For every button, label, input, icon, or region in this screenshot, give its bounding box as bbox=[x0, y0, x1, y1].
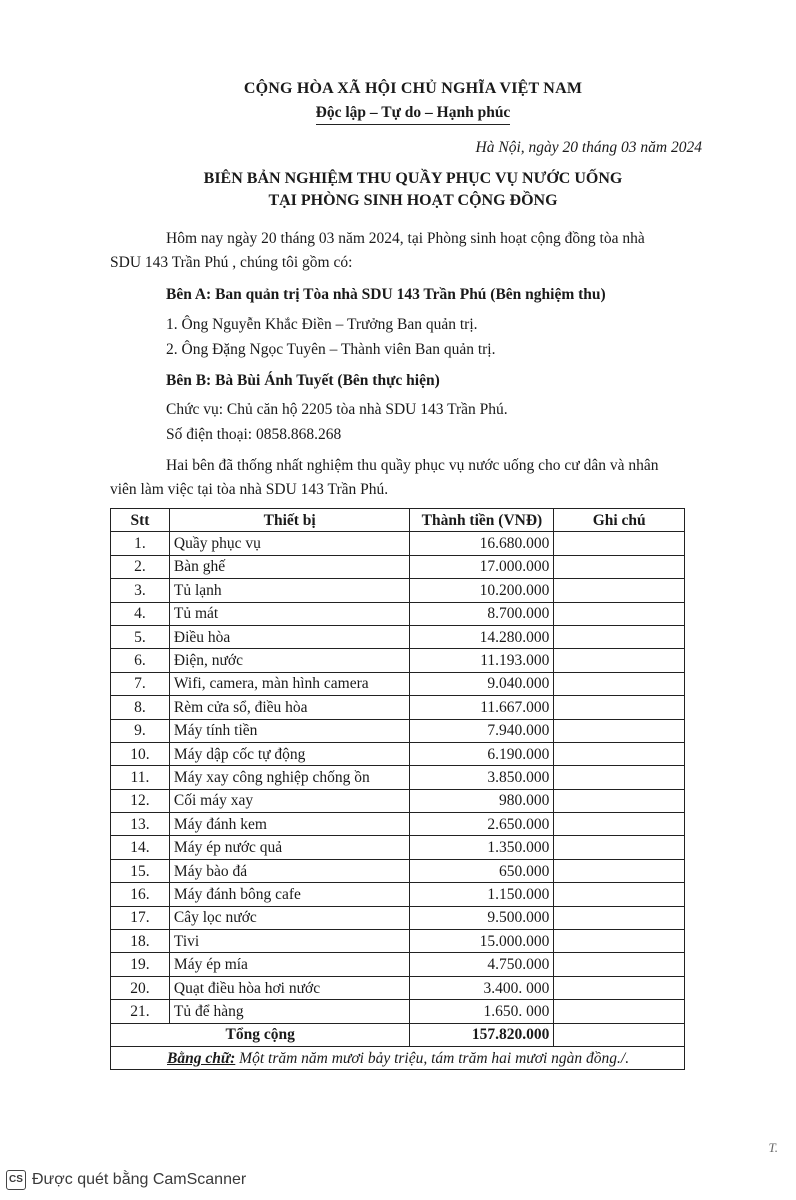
row-note bbox=[554, 859, 685, 882]
row-note bbox=[554, 789, 685, 812]
row-stt: 19. bbox=[111, 953, 170, 976]
row-note bbox=[554, 930, 685, 953]
words-row bbox=[111, 1046, 685, 1069]
row-stt: 15. bbox=[111, 859, 170, 882]
table-row bbox=[111, 602, 685, 625]
table-row bbox=[111, 579, 685, 602]
row-note bbox=[554, 953, 685, 976]
agreement-line1: Hai bên đã thống nhất nghiệm thu quầy phục vụ nước uống cho cư dân và nhân bbox=[166, 457, 659, 474]
row-note bbox=[554, 532, 685, 555]
total-value: 157.820.000 bbox=[410, 1023, 554, 1046]
row-note bbox=[554, 579, 685, 602]
agreement-line2: viên làm việc tại tòa nhà SDU 143 Trần Phú. bbox=[110, 481, 389, 498]
words-text: Một trăm năm mươi bảy triệu, tám trăm hai mươi ngàn đồng./. bbox=[235, 1049, 630, 1067]
row-device: Cây lọc nước bbox=[169, 906, 410, 929]
row-device: Wifi, camera, màn hình camera bbox=[169, 672, 410, 695]
table-row bbox=[111, 836, 685, 859]
row-stt: 4. bbox=[111, 602, 170, 625]
party-a-heading: Bên A: Ban quản trị Tòa nhà SDU 143 Trần Phú (Bên nghiệm thu) bbox=[166, 286, 606, 303]
row-note bbox=[554, 649, 685, 672]
row-stt: 20. bbox=[111, 976, 170, 999]
table-row bbox=[111, 906, 685, 929]
row-device: Tủ mát bbox=[169, 602, 410, 625]
row-stt: 9. bbox=[111, 719, 170, 742]
row-amount: 15.000.000 bbox=[410, 930, 554, 953]
row-note bbox=[554, 976, 685, 999]
row-stt: 3. bbox=[111, 579, 170, 602]
party-a-member: 1. Ông Nguyễn Khắc Điền – Trưởng Ban quản trị. bbox=[166, 316, 478, 333]
table-row bbox=[111, 719, 685, 742]
row-device: Máy ép nước quả bbox=[169, 836, 410, 859]
row-amount: 9.040.000 bbox=[410, 672, 554, 695]
equipment-table bbox=[110, 508, 685, 1070]
row-stt: 11. bbox=[111, 766, 170, 789]
row-device: Rèm cửa sổ, điều hòa bbox=[169, 696, 410, 719]
document-title-line2: TẠI PHÒNG SINH HOẠT CỘNG ĐỒNG bbox=[268, 192, 558, 209]
row-device: Máy bào đá bbox=[169, 859, 410, 882]
row-note bbox=[554, 836, 685, 859]
row-note bbox=[554, 742, 685, 765]
table-row bbox=[111, 555, 685, 578]
party-b-phone: Số điện thoại: 0858.868.268 bbox=[166, 426, 342, 443]
row-note bbox=[554, 672, 685, 695]
row-amount: 6.190.000 bbox=[410, 742, 554, 765]
table-row bbox=[111, 696, 685, 719]
row-device: Điều hòa bbox=[169, 625, 410, 648]
row-amount: 16.680.000 bbox=[410, 532, 554, 555]
table-row bbox=[111, 789, 685, 812]
row-note bbox=[554, 1000, 685, 1023]
total-label: Tổng cộng bbox=[111, 1023, 410, 1046]
amount-in-words bbox=[111, 1046, 685, 1069]
motto-text: Độc lập – Tự do – Hạnh phúc bbox=[316, 104, 511, 125]
table-row bbox=[111, 813, 685, 836]
intro-line1: Hôm nay ngày 20 tháng 03 năm 2024, tại Phòng sinh hoạt cộng đồng tòa nhà bbox=[166, 230, 645, 247]
row-device: Cối máy xay bbox=[169, 789, 410, 812]
words-label: Bằng chữ: bbox=[167, 1049, 236, 1067]
row-note bbox=[554, 906, 685, 929]
row-device: Quạt điều hòa hơi nước bbox=[169, 976, 410, 999]
row-device: Tủ lạnh bbox=[169, 579, 410, 602]
intro-line2: SDU 143 Trần Phú , chúng tôi gồm có: bbox=[110, 254, 353, 271]
row-device: Máy ép mía bbox=[169, 953, 410, 976]
row-stt: 7. bbox=[111, 672, 170, 695]
row-note bbox=[554, 883, 685, 906]
row-amount: 3.850.000 bbox=[410, 766, 554, 789]
row-amount: 1.650. 000 bbox=[410, 1000, 554, 1023]
table-row bbox=[111, 1000, 685, 1023]
row-note bbox=[554, 696, 685, 719]
row-amount: 7.940.000 bbox=[410, 719, 554, 742]
row-note bbox=[554, 719, 685, 742]
document-date: Hà Nội, ngày 20 tháng 03 năm 2024 bbox=[475, 139, 702, 156]
row-amount: 17.000.000 bbox=[410, 555, 554, 578]
header-note: Ghi chú bbox=[554, 509, 685, 532]
camscanner-text: Được quét bằng CamScanner bbox=[32, 1171, 247, 1188]
header-stt: Stt bbox=[111, 509, 170, 532]
row-stt: 16. bbox=[111, 883, 170, 906]
row-stt: 14. bbox=[111, 836, 170, 859]
row-amount: 14.280.000 bbox=[410, 625, 554, 648]
row-stt: 1. bbox=[111, 532, 170, 555]
row-device: Máy đánh kem bbox=[169, 813, 410, 836]
table-row bbox=[111, 649, 685, 672]
row-amount: 10.200.000 bbox=[410, 579, 554, 602]
row-stt: 10. bbox=[111, 742, 170, 765]
row-amount: 8.700.000 bbox=[410, 602, 554, 625]
row-stt: 2. bbox=[111, 555, 170, 578]
row-note bbox=[554, 555, 685, 578]
party-b-position: Chức vụ: Chủ căn hộ 2205 tòa nhà SDU 143 Trần Phú. bbox=[166, 401, 508, 418]
table-row bbox=[111, 930, 685, 953]
row-stt: 17. bbox=[111, 906, 170, 929]
row-device: Máy tính tiền bbox=[169, 719, 410, 742]
row-device: Quầy phục vụ bbox=[169, 532, 410, 555]
document-title-line1: BIÊN BẢN NGHIỆM THU QUẦY PHỤC VỤ NƯỚC UỐNG bbox=[203, 170, 623, 187]
table-row bbox=[111, 883, 685, 906]
row-note bbox=[554, 813, 685, 836]
total-row bbox=[111, 1023, 685, 1046]
row-device: Máy xay công nghiệp chống ồn bbox=[169, 766, 410, 789]
table-row bbox=[111, 976, 685, 999]
row-stt: 21. bbox=[111, 1000, 170, 1023]
row-amount: 1.350.000 bbox=[410, 836, 554, 859]
total-note bbox=[554, 1023, 685, 1046]
handwritten-mark: T. bbox=[768, 1140, 778, 1155]
row-amount: 3.400. 000 bbox=[410, 976, 554, 999]
table-row bbox=[111, 532, 685, 555]
table-row bbox=[111, 742, 685, 765]
row-note bbox=[554, 625, 685, 648]
table-row bbox=[111, 625, 685, 648]
row-amount: 1.150.000 bbox=[410, 883, 554, 906]
header-amount: Thành tiền (VNĐ) bbox=[410, 509, 554, 532]
row-amount: 2.650.000 bbox=[410, 813, 554, 836]
row-note bbox=[554, 602, 685, 625]
camscanner-logo-icon: CS bbox=[6, 1170, 26, 1190]
row-device: Bàn ghế bbox=[169, 555, 410, 578]
row-note bbox=[554, 766, 685, 789]
row-device: Tủ để hàng bbox=[169, 1000, 410, 1023]
row-stt: 5. bbox=[111, 625, 170, 648]
table-row bbox=[111, 953, 685, 976]
party-b-heading: Bên B: Bà Bùi Ánh Tuyết (Bên thực hiện) bbox=[166, 372, 440, 389]
party-a-member: 2. Ông Đặng Ngọc Tuyên – Thành viên Ban quản trị. bbox=[166, 341, 496, 358]
row-stt: 13. bbox=[111, 813, 170, 836]
header-device: Thiết bị bbox=[169, 509, 410, 532]
row-stt: 12. bbox=[111, 789, 170, 812]
row-stt: 6. bbox=[111, 649, 170, 672]
row-amount: 650.000 bbox=[410, 859, 554, 882]
row-amount: 11.667.000 bbox=[410, 696, 554, 719]
row-stt: 8. bbox=[111, 696, 170, 719]
table-row bbox=[111, 672, 685, 695]
table-header-row bbox=[111, 509, 685, 532]
row-device: Điện, nước bbox=[169, 649, 410, 672]
row-stt: 18. bbox=[111, 930, 170, 953]
table-row bbox=[111, 859, 685, 882]
row-device: Tivi bbox=[169, 930, 410, 953]
row-device: Máy dập cốc tự động bbox=[169, 742, 410, 765]
national-title: CỘNG HÒA XÃ HỘI CHỦ NGHĨA VIỆT NAM bbox=[243, 80, 583, 97]
row-amount: 980.000 bbox=[410, 789, 554, 812]
row-amount: 4.750.000 bbox=[410, 953, 554, 976]
national-motto bbox=[0, 104, 796, 125]
row-amount: 9.500.000 bbox=[410, 906, 554, 929]
table-row bbox=[111, 766, 685, 789]
row-device: Máy đánh bông cafe bbox=[169, 883, 410, 906]
camscanner-watermark bbox=[6, 1170, 246, 1190]
row-amount: 11.193.000 bbox=[410, 649, 554, 672]
